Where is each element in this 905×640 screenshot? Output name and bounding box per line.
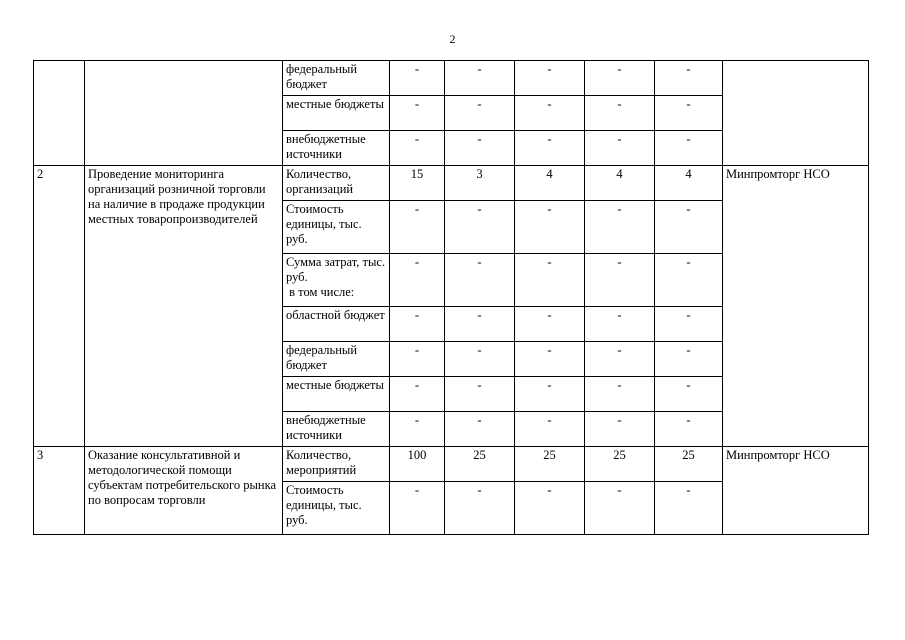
item-title-cell <box>85 61 283 166</box>
value-cell: 25 <box>585 447 655 482</box>
value-cell: - <box>585 61 655 96</box>
item-number-cell: 3 <box>34 447 85 535</box>
value-cell: - <box>445 61 515 96</box>
value-cell: - <box>445 307 515 342</box>
value-cell: - <box>655 201 723 254</box>
indicator-cell: Стоимость единицы, тыс. руб. <box>283 201 390 254</box>
value-cell: 15 <box>390 166 445 201</box>
value-cell: - <box>585 96 655 131</box>
indicator-cell: внебюджетные источники <box>283 412 390 447</box>
indicator-cell: местные бюджеты <box>283 377 390 412</box>
value-cell: - <box>515 96 585 131</box>
indicator-cell: Количество, организаций <box>283 166 390 201</box>
value-cell: - <box>445 254 515 307</box>
value-cell: - <box>445 131 515 166</box>
value-cell: - <box>655 307 723 342</box>
value-cell: 3 <box>445 166 515 201</box>
executor-cell: Минпромторг НСО <box>723 447 869 535</box>
value-cell: - <box>445 96 515 131</box>
executor-cell: Минпромторг НСО <box>723 166 869 447</box>
value-cell: - <box>585 254 655 307</box>
value-cell: - <box>390 412 445 447</box>
item-number-cell: 2 <box>34 166 85 447</box>
value-cell: - <box>655 61 723 96</box>
indicator-cell: федеральный бюджет <box>283 342 390 377</box>
value-cell: - <box>515 482 585 535</box>
value-cell: 25 <box>515 447 585 482</box>
value-cell: 4 <box>585 166 655 201</box>
value-cell: - <box>515 412 585 447</box>
indicator-cell: местные бюджеты <box>283 96 390 131</box>
value-cell: - <box>445 201 515 254</box>
value-cell: 25 <box>655 447 723 482</box>
value-cell: - <box>390 96 445 131</box>
value-cell: - <box>445 342 515 377</box>
indicator-cell: Стоимость единицы, тыс. руб. <box>283 482 390 535</box>
value-cell: - <box>585 412 655 447</box>
indicator-cell: внебюджетные источники <box>283 131 390 166</box>
value-cell: - <box>655 377 723 412</box>
value-cell: - <box>585 131 655 166</box>
item-title-cell: Проведение мониторинга организаций розничной торговли на наличие в продаже продукции местных товаропроизводителей <box>85 166 283 447</box>
value-cell: - <box>390 61 445 96</box>
table-row <box>34 61 869 96</box>
value-cell: - <box>585 377 655 412</box>
value-cell: 4 <box>515 166 585 201</box>
value-cell: - <box>390 342 445 377</box>
value-cell: - <box>390 307 445 342</box>
program-table <box>33 60 869 535</box>
value-cell: 100 <box>390 447 445 482</box>
value-cell: - <box>585 201 655 254</box>
value-cell: - <box>655 412 723 447</box>
value-cell: - <box>515 61 585 96</box>
indicator-subtext: в том числе: <box>289 285 355 299</box>
value-cell: - <box>390 377 445 412</box>
value-cell: - <box>445 412 515 447</box>
value-cell: - <box>390 482 445 535</box>
executor-cell <box>723 61 869 166</box>
value-cell: - <box>515 201 585 254</box>
value-cell: 25 <box>445 447 515 482</box>
indicator-cell: областной бюджет <box>283 307 390 342</box>
page-number: 2 <box>449 32 456 46</box>
indicator-cell <box>283 254 390 307</box>
value-cell: - <box>585 342 655 377</box>
value-cell: - <box>515 342 585 377</box>
value-cell: 4 <box>655 166 723 201</box>
item-number-cell <box>34 61 85 166</box>
value-cell: - <box>515 307 585 342</box>
value-cell: - <box>390 201 445 254</box>
value-cell: - <box>655 254 723 307</box>
indicator-text: Сумма затрат, тыс. руб. <box>286 255 386 284</box>
value-cell: - <box>445 482 515 535</box>
value-cell: - <box>585 307 655 342</box>
value-cell: - <box>655 342 723 377</box>
indicator-cell: Количество, мероприятий <box>283 447 390 482</box>
value-cell: - <box>390 254 445 307</box>
item-title-cell: Оказание консультативной и методологической помощи субъектам потребительского рынка по вопросам торговли <box>85 447 283 535</box>
value-cell: - <box>585 482 655 535</box>
value-cell: - <box>390 131 445 166</box>
value-cell: - <box>655 131 723 166</box>
value-cell: - <box>655 96 723 131</box>
table-row <box>34 166 869 201</box>
value-cell: - <box>655 482 723 535</box>
value-cell: - <box>515 377 585 412</box>
table-row <box>34 447 869 482</box>
value-cell: - <box>515 131 585 166</box>
indicator-cell: федеральный бюджет <box>283 61 390 96</box>
value-cell: - <box>445 377 515 412</box>
value-cell: - <box>515 254 585 307</box>
